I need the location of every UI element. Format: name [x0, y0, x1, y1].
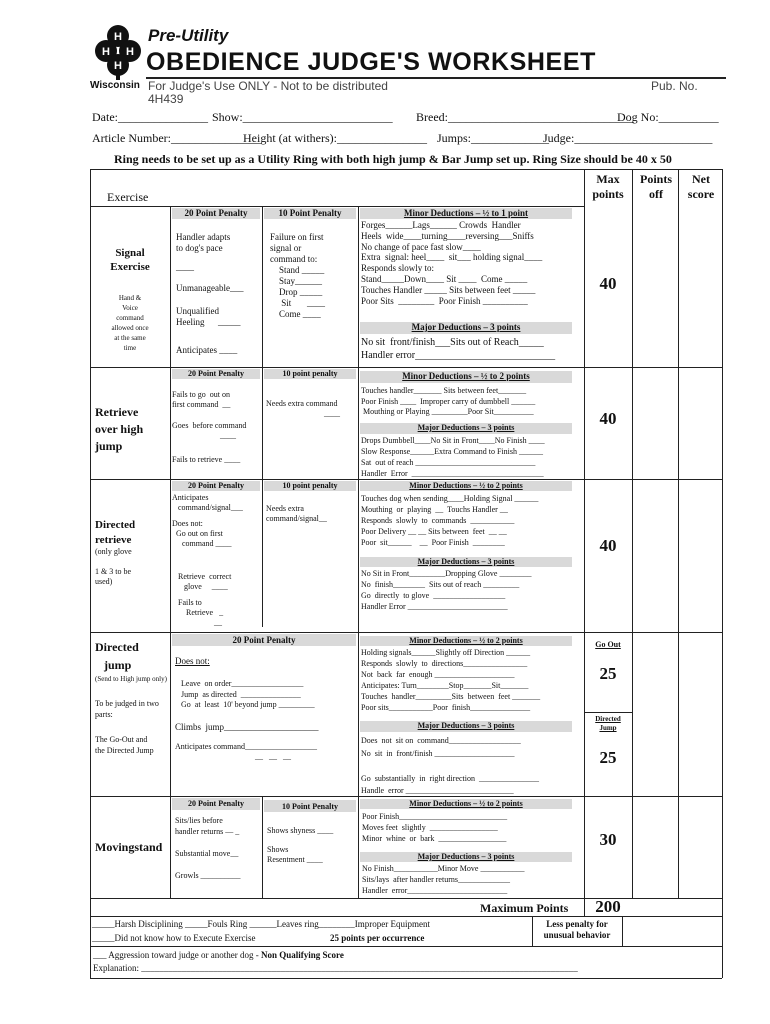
- directed-retrieve-major-deductions: No Sit in Front_________Dropping Glove ________ No finish________ Sits out of reach _________ Go directly to glove __________________ Handler Error _________________________: [361, 569, 532, 611]
- pub-label: Pub. No.: [651, 79, 698, 93]
- directed-jump-note-two-parts: To be judged in two parts:: [95, 699, 159, 719]
- svg-text:H: H: [102, 46, 110, 58]
- directed-retrieve-major-title: Major Deductions – 3 points: [417, 557, 515, 566]
- directed-jump-minor-title: Minor Deductions – ½ to 2 points: [409, 636, 523, 645]
- breed-field[interactable]: Breed:_______________________________: [416, 110, 634, 124]
- net-score-header: Net score: [687, 172, 715, 201]
- retrieve-major-deductions: Drops Dumbbell____No Sit in Front____No Finish ____ Slow Response______Extra Command to Finish ______ Sat out of reach ______________________________ Handler Error _________________________________: [361, 436, 545, 478]
- max-points-header: Max points: [592, 172, 624, 201]
- explanation-field[interactable]: Explanation: _________________________________________________________________________________________________: [93, 963, 578, 973]
- directed-retrieve-20pt-label: 20 Point Penalty: [188, 481, 244, 490]
- signal-10pt-label: 10 Point Penalty: [278, 208, 342, 218]
- dog-number-field[interactable]: Dog No:__________: [617, 110, 719, 124]
- directed-jump-major-deductions: Does not sit on command__________________ No sit in front/finish ____________________ Go substantially in right direction _______________ Handle error ___________________________: [361, 736, 539, 795]
- movingstand-minor-deductions: Poor Finish___________________________ Moves feet slightly _________________ Minor whine or bark _________________: [362, 812, 508, 843]
- svg-text:H: H: [114, 60, 122, 72]
- article-number-field[interactable]: Article Number:_______________: [92, 131, 261, 145]
- directed-jump-major-title: Major Deductions – 3 points: [417, 721, 515, 730]
- directed-retrieve-note: (only glove 1 & 3 to be used): [95, 547, 132, 586]
- signal-handler-adapts: Handler adapts to dog's pace: [176, 232, 231, 253]
- directed-jump-max-points: 25: [599, 748, 617, 767]
- signal-failure-first-signal: Failure on first signal or command to: Stand _____ Stay______ Drop _____ Sit ____ Come ____: [270, 232, 326, 319]
- height-field[interactable]: Height (at withers):_______________: [243, 131, 427, 145]
- directed-retrieve-minor-title: Minor Deductions – ½ to 2 points: [409, 481, 523, 490]
- retrieve-goes-before: Goes before command ____: [172, 421, 247, 440]
- retrieve-minor-deductions: Touches handler_______ Sits between feet_______ Poor Finish ____ Improper carry of dumbbell ______ Mouthing or Playing _________Poor Sit__________: [361, 386, 536, 416]
- penalties-line1: _____Harsh Disciplining _____Fouls Ring ______Leaves ring________Improper Equipment: [92, 919, 430, 929]
- movingstand-major-title: Major Deductions – 3 points: [417, 852, 515, 861]
- directed-jump-note-high-jump: (Send to High jump only): [95, 675, 167, 683]
- non-qualifying-label: Non Qualifying Score: [260, 950, 344, 960]
- clover-icon: [92, 24, 144, 80]
- directed-jump-climbs: Climbs jump_____________________: [175, 722, 319, 732]
- signal-exercise-note: Hand & Voice command allowed once at the same time: [111, 294, 149, 352]
- signal-anticipates: Anticipates ____: [176, 345, 238, 355]
- directed-jump-20pt-label: 20 Point Penalty: [232, 635, 296, 645]
- directed-retrieve-fails-retrieve: Fails to Retrieve _ __: [178, 598, 224, 627]
- directed-jump-note-goout: The Go-Out and the Directed Jump: [95, 735, 154, 755]
- movingstand-20pt-label: 20 Point Penalty: [188, 799, 244, 808]
- movingstand-minor-title: Minor Deductions – ½ to 2 points: [409, 799, 523, 808]
- directed-retrieve-name: Directed retrieve: [95, 519, 136, 546]
- signal-minor-deductions: Forges______Lags______ Crowds Handler Heels wide____turning____reversing___Sniffs No change of pace fast slow____ Extra signal: heel____ sit___ holding signal____ Responds slowly to: Stand_____Down____ Sit ____ Come _____ Touches Handler _____ Sits between feet _____ Poor Sits ________ Poor Finish __________: [361, 220, 543, 306]
- maximum-points-value: 200: [595, 897, 621, 916]
- signal-major-deductions: No sit front/finish___Sits out of Reach_____ Handler error____________________________: [361, 337, 556, 361]
- signal-20pt-label: 20 Point Penalty: [184, 208, 248, 218]
- retrieve-fails-retrieve: Fails to retrieve ____: [172, 455, 241, 464]
- directed-jump-does-not: Does not:: [175, 656, 210, 666]
- movingstand-10pt-label: 10 Point Penalty: [282, 802, 338, 811]
- svg-text:H: H: [114, 31, 122, 43]
- directed-jump-label: Directed Jump: [595, 715, 621, 732]
- svg-text:H: H: [126, 46, 134, 58]
- directed-jump-name: Directed jump: [95, 640, 139, 672]
- pub-number: 4H439: [148, 92, 184, 106]
- movingstand-sits-before: Sits/lies before handler returns — _: [175, 816, 240, 836]
- directed-retrieve-extra-command: Needs extra command/signal__: [266, 504, 327, 523]
- goout-max-points: 25: [599, 664, 617, 683]
- retrieve-10pt-label: 10 point penalty: [282, 369, 338, 378]
- movingstand-growls: Growls __________: [175, 871, 241, 880]
- logo-text: Wisconsin: [90, 80, 140, 91]
- directed-retrieve-does-not: Does not: Go out on first command ____: [172, 519, 232, 548]
- retrieve-minor-title: Minor Deductions – ½ to 2 points: [402, 371, 530, 381]
- jumps-field[interactable]: Jumps:_____________: [437, 131, 550, 145]
- movingstand-resentment: Shows Resentment ____: [267, 845, 323, 864]
- penalties-line2: _____Did not know how to Execute Exercise: [92, 933, 256, 943]
- signal-minor-title: Minor Deductions – ½ to 1 point: [403, 208, 529, 218]
- retrieve-name: Retrieve over high jump: [95, 405, 144, 453]
- date-field[interactable]: Date:_______________: [92, 110, 208, 124]
- penalty-amount: 25 points per occurrence: [330, 933, 425, 943]
- ring-note: Ring needs to be set up as a Utility Ring with both high jump & Bar Jump set up. Ring Size should be 40 x 50: [114, 152, 672, 166]
- signal-exercise-name: Signal Exercise: [110, 247, 150, 273]
- clover-logo: [92, 24, 144, 80]
- less-penalty-note: Less penalty for unusual behavior: [543, 919, 611, 940]
- directed-retrieve-anticipates: Anticipates command/signal___: [172, 493, 243, 512]
- directed-jump-leave-order: Leave on order__________________ Jump as directed _______________ Go at least 10' beyond jump _________: [181, 679, 315, 709]
- directed-retrieve-10pt-label: 10 point penalty: [282, 481, 338, 490]
- retrieve-extra-command: Needs extra command ____: [266, 399, 340, 418]
- distribution-notice: For Judge's Use ONLY - Not to be distributed: [148, 79, 388, 93]
- form-title: OBEDIENCE JUDGE'S WORKSHEET: [146, 48, 596, 76]
- points-off-header: Points off: [639, 172, 672, 201]
- aggression-line: ___ Aggression toward judge or another dog -: [93, 950, 261, 960]
- signal-unmanageable: Unmanageable___: [176, 283, 244, 293]
- movingstand-substantial-move: Substantial move__: [175, 849, 239, 858]
- retrieve-fails-go-out: Fails to go out on first command __: [172, 390, 231, 409]
- movingstand-shyness: Shows shyness ____: [267, 826, 334, 835]
- signal-unqualified-heeling: Unqualified Heeling _____: [176, 306, 241, 327]
- directed-jump-anticipates: Anticipates command__________________ __ __ __: [175, 742, 317, 761]
- directed-jump-minor-deductions: Holding signals______Slightly off Direction ______ Responds slowly to directions________________ Not back far enough ____________________ Anticipates: Turn________Stop_______Sit_______ Touches handler_________Sits between feet _______ Poor sits___________Poor finish_______________: [361, 648, 541, 712]
- retrieve-major-title: Major Deductions – 3 points: [417, 423, 515, 432]
- directed-retrieve-minor-deductions: Touches dog when sending____Holding Signal ______ Mouthing or playing __ Touchs Handler __ Responds slowly to commands ___________ Poor Delivery __ __ Sits between feet __ __ Poor sit______ __ Poor Finish ________: [361, 494, 539, 547]
- movingstand-max-points: 30: [599, 830, 617, 849]
- signal-blank: ____: [176, 262, 194, 272]
- form-subtitle: Pre-Utility: [148, 26, 229, 45]
- maximum-points-label: Maximum Points: [480, 901, 569, 915]
- exercise-header: Exercise: [107, 190, 149, 204]
- retrieve-max-points: 40: [599, 409, 617, 428]
- signal-max-points: 40: [599, 274, 617, 293]
- goout-label: Go Out: [595, 640, 621, 649]
- directed-retrieve-correct-glove: Retrieve correct glove ____: [178, 572, 232, 591]
- directed-retrieve-max-points: 40: [599, 536, 617, 555]
- show-field[interactable]: Show:_________________________: [212, 110, 393, 124]
- movingstand-major-deductions: No Finish___________Minor Move ___________ Sits/lays after handler returns_____________ Handler error_________________________: [362, 864, 525, 895]
- judge-field[interactable]: Judge:_______________________: [543, 131, 713, 145]
- movingstand-name: Movingstand: [95, 840, 163, 854]
- signal-major-title: Major Deductions – 3 points: [411, 322, 521, 332]
- retrieve-20pt-label: 20 Point Penalty: [188, 369, 244, 378]
